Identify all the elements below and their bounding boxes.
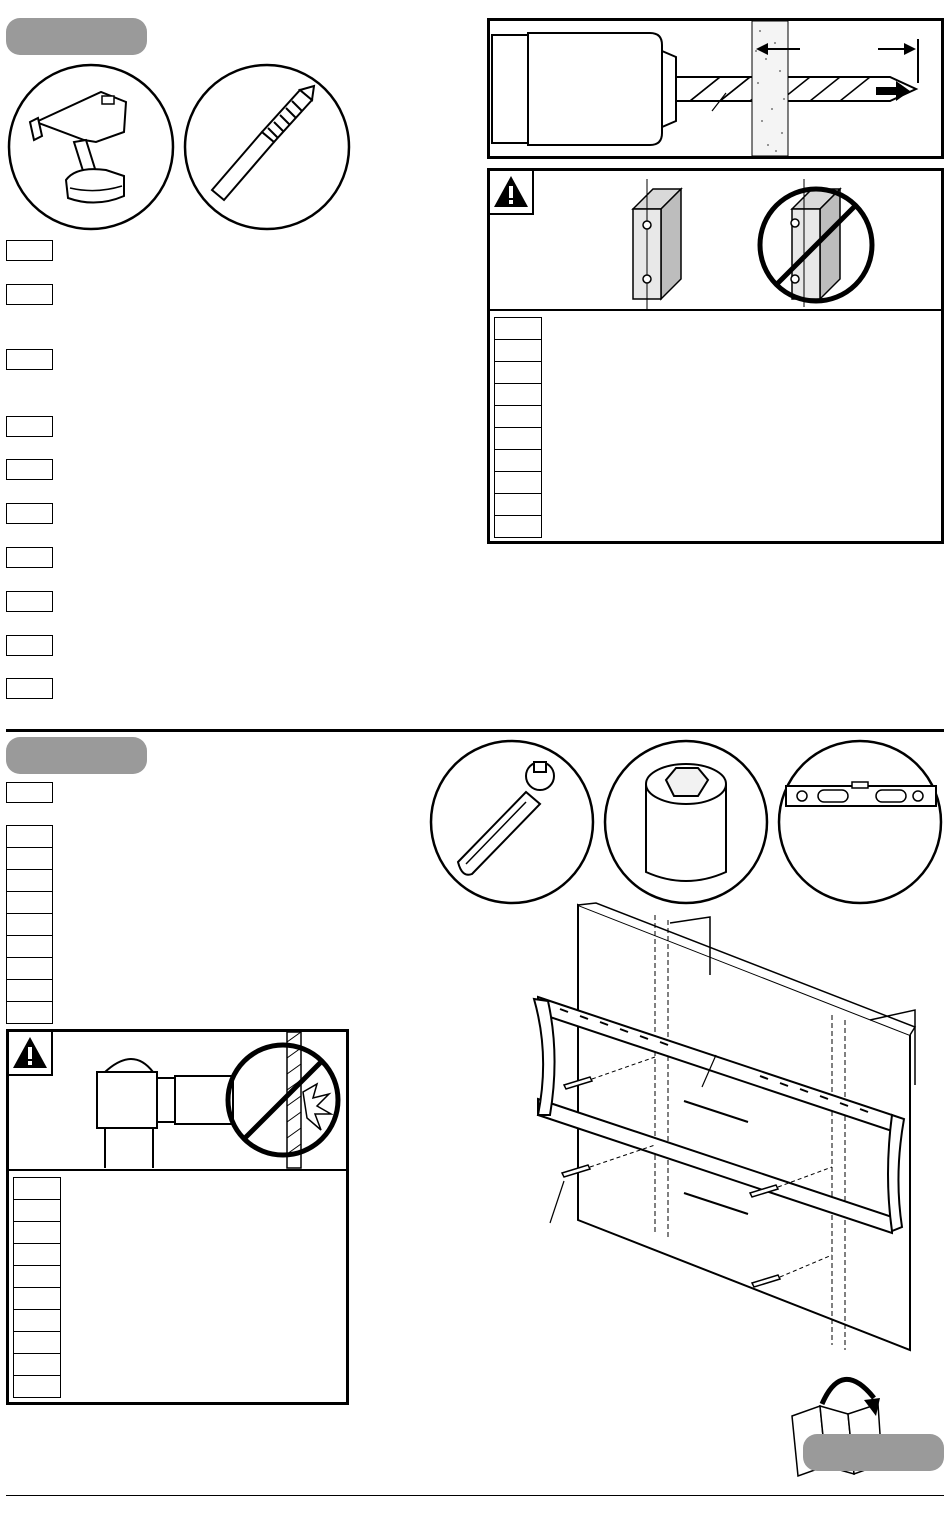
ratchet-wrench-icon [428, 738, 596, 906]
table-cell [494, 471, 542, 494]
section-divider [6, 729, 944, 732]
warning-divider [490, 309, 941, 311]
table-cell [13, 1243, 61, 1266]
footer-rule [6, 1495, 944, 1496]
drill-depth-diagram [487, 18, 944, 159]
table-cell [494, 317, 542, 340]
label-box-1 [6, 240, 53, 261]
table-cell [13, 1353, 61, 1376]
table-cell [13, 1309, 61, 1332]
table-cell [494, 339, 542, 362]
label-box-9 [6, 635, 53, 656]
table-cell [6, 913, 53, 936]
label-box-7 [6, 547, 53, 568]
table-cell [13, 1265, 61, 1288]
wrench-on-bolt-illustration [13, 1032, 343, 1168]
stud-warning-box [487, 168, 944, 544]
table-cell [6, 869, 53, 892]
wall-plate-mounting-illustration [520, 905, 920, 1365]
table-cell [494, 515, 542, 538]
correct-stud-icon [625, 179, 695, 309]
step-1-header-badge [6, 18, 147, 55]
table-cell [6, 825, 53, 848]
table-cell [494, 383, 542, 406]
incorrect-stud-icon [752, 177, 882, 307]
table-cell [6, 957, 53, 980]
label-box-8 [6, 591, 53, 612]
table-cell [13, 1177, 61, 1200]
warning-icon-frame [490, 171, 534, 215]
drill-bit-icon [182, 62, 352, 232]
table-cell [6, 935, 53, 958]
table-cell [13, 1331, 61, 1354]
torque-table [13, 1177, 61, 1399]
label-box-2 [6, 284, 53, 305]
table-cell [6, 891, 53, 914]
socket-icon [602, 738, 770, 906]
table-cell [13, 1375, 61, 1398]
power-drill-icon [6, 62, 176, 232]
level-icon [776, 738, 944, 906]
stud-table [494, 317, 542, 539]
label-box-10 [6, 678, 53, 699]
table-cell [6, 979, 53, 1002]
parts-list-table [6, 825, 53, 1025]
table-cell [494, 427, 542, 450]
warning-divider [9, 1169, 346, 1171]
table-cell [13, 1199, 61, 1222]
table-cell [13, 1221, 61, 1244]
table-cell [494, 405, 542, 428]
table-cell [13, 1287, 61, 1310]
label-box-5 [6, 459, 53, 480]
warning-icon [491, 172, 531, 212]
step-2-header-badge [6, 737, 147, 774]
label-box-4 [6, 416, 53, 437]
table-cell [494, 361, 542, 384]
label-box-6 [6, 503, 53, 524]
table-cell [6, 847, 53, 870]
table-cell [494, 493, 542, 516]
table-cell [6, 1001, 53, 1024]
label-box-3 [6, 349, 53, 370]
table-cell [494, 449, 542, 472]
next-page-badge [803, 1434, 944, 1471]
overtighten-warning-box [6, 1029, 349, 1405]
label-box-11 [6, 782, 53, 803]
